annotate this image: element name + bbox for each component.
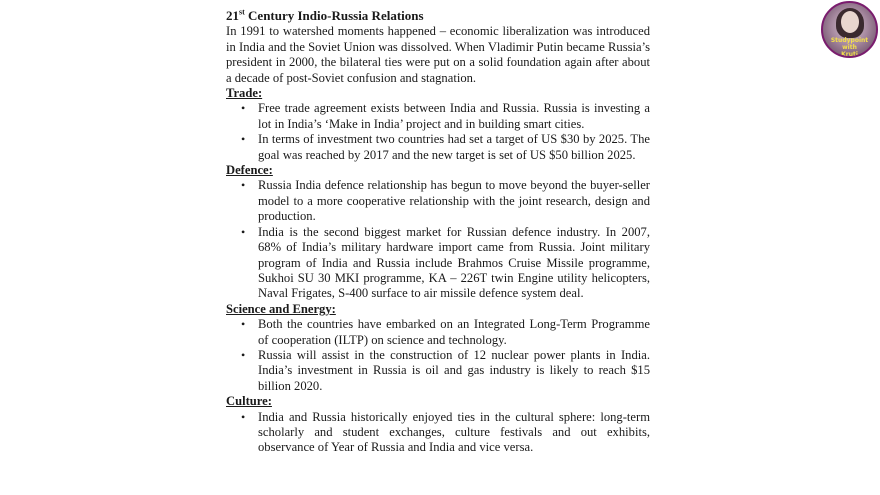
bullet-item: • In terms of investment two countries had set a target of US $30 by 2025. The goal was reached by 2017 and the new target is set of US $50 billion 2025. xyxy=(258,132,650,163)
section-heading: Science and Energy: xyxy=(226,301,336,316)
title-text: Century Indio-Russia Relations xyxy=(244,8,424,23)
bullet-item: • India and Russia historically enjoyed ties in the cultural sphere: long-term scholarly and student exchanges, culture festivals and out exhibits, observance of Year of Russia and India and vice versa. xyxy=(258,410,650,456)
bullet-list xyxy=(226,317,650,394)
section-heading: Trade: xyxy=(226,86,263,101)
title-ordinal: st xyxy=(239,7,245,17)
bullet-item: • Russia India defence relationship has begun to move beyond the buyer-seller model to a more cooperative relationship with the joint research, design and production. xyxy=(258,178,650,224)
logo-text xyxy=(823,37,876,58)
bullet-list xyxy=(226,101,650,163)
logo-text-line1: Studypoint with xyxy=(830,37,869,51)
logo-text-line2: Kruti xyxy=(841,51,858,58)
logo-face xyxy=(841,11,859,33)
bullet-item: • Free trade agreement exists between India and Russia. Russia is investing a lot in India’s ‘Make in India’ project and in building smart cities. xyxy=(258,101,650,132)
section-defence xyxy=(226,163,650,302)
bullet-item: • Both the countries have embarked on an Integrated Long-Term Programme of cooperation (ILTP) on science and technology. xyxy=(258,317,650,348)
section-culture xyxy=(226,394,650,456)
section-science-energy xyxy=(226,302,650,394)
section-heading: Culture: xyxy=(226,394,272,409)
bullet-item: • India is the second biggest market for Russian defence industry. In 2007, 68% of India’s military hardware import came from Russia. Joint military program of India and Russia include Brahmos Cruise Missile programme, Sukhoi SU 30 MKI programme, KA – 226T twin Engine utility helicopters, Naval Frigates, S-400 surface to air missile defence system deal. xyxy=(258,225,650,302)
section-trade xyxy=(226,86,650,163)
bullet-item: • Russia will assist in the construction of 12 nuclear power plants in India. India’s investment in Russia is oil and gas industry is likely to reach $15 billion 2020. xyxy=(258,348,650,394)
title-number: 21 xyxy=(226,8,239,23)
document-title xyxy=(226,8,650,23)
bullet-list xyxy=(226,178,650,301)
channel-logo xyxy=(821,1,878,58)
intro-paragraph: In 1991 to watershed moments happened – economic liberalization was introduced in India and the Soviet Union was dissolved. When Vladimir Putin became Russia’s president in 2000, the bilateral ties were put on a solid foundation again after about a decade of post-Soviet confusion and stagnation. xyxy=(226,24,650,85)
bullet-list xyxy=(226,410,650,456)
document-page xyxy=(226,8,650,456)
section-heading: Defence: xyxy=(226,163,273,178)
